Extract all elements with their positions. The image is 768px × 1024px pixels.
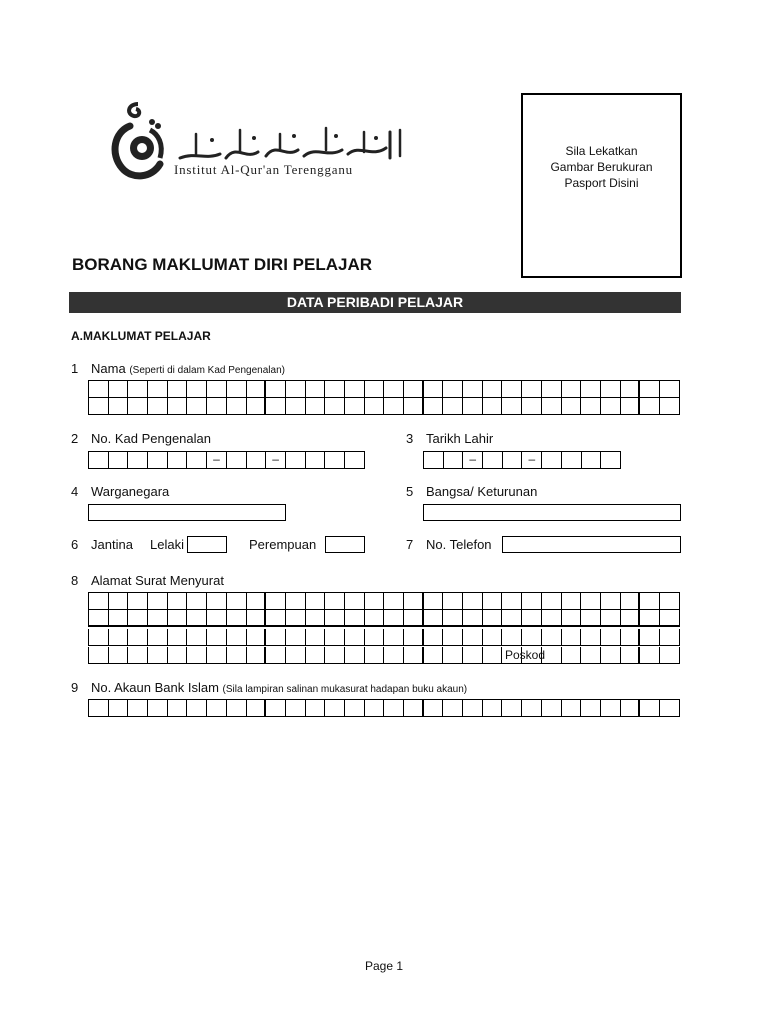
grid-cell[interactable] bbox=[345, 381, 365, 398]
grid-cell[interactable] bbox=[640, 647, 660, 664]
grid-cell[interactable] bbox=[128, 398, 148, 415]
grid-cell[interactable] bbox=[522, 629, 542, 646]
grid-cell[interactable] bbox=[109, 610, 129, 627]
ic-number-grid[interactable] bbox=[88, 451, 365, 469]
grid-cell[interactable] bbox=[345, 647, 365, 664]
grid-cell[interactable] bbox=[365, 593, 385, 610]
grid-cell[interactable] bbox=[621, 610, 641, 627]
grid-cell[interactable] bbox=[621, 593, 641, 610]
grid-cell[interactable] bbox=[443, 629, 463, 646]
birth-date-label: Tarikh Lahir bbox=[426, 431, 494, 446]
gender-female-label: Perempuan bbox=[249, 537, 317, 552]
grid-cell[interactable] bbox=[384, 381, 404, 398]
grid-cell[interactable] bbox=[502, 610, 522, 627]
grid-cell[interactable] bbox=[168, 647, 188, 664]
grid-cell[interactable] bbox=[463, 381, 483, 398]
grid-cell[interactable] bbox=[581, 700, 601, 717]
grid-cell[interactable] bbox=[483, 398, 503, 415]
separator-dash: – bbox=[469, 452, 477, 466]
grid-cell[interactable] bbox=[502, 629, 522, 646]
grid-cell[interactable] bbox=[562, 647, 582, 664]
nationality-label: Warganegara bbox=[91, 484, 170, 499]
field-number: 8 bbox=[71, 573, 79, 588]
address-grid-row-4[interactable] bbox=[88, 647, 680, 664]
grid-cell[interactable] bbox=[109, 700, 129, 717]
grid-cell[interactable] bbox=[247, 629, 267, 646]
grid-cell[interactable] bbox=[483, 647, 503, 664]
photo-instruction-line: Pasport Disini bbox=[564, 175, 639, 190]
grid-cell[interactable] bbox=[207, 647, 227, 664]
grid-cell[interactable] bbox=[286, 398, 306, 415]
grid-cell[interactable] bbox=[404, 593, 424, 610]
grid-cell[interactable] bbox=[660, 610, 680, 627]
grid-cell[interactable] bbox=[424, 398, 444, 415]
separator-dash: – bbox=[528, 452, 536, 466]
grid-cell[interactable] bbox=[247, 398, 267, 415]
grid-cell[interactable] bbox=[266, 610, 286, 627]
grid-cell[interactable] bbox=[89, 593, 109, 610]
bank-account-grid[interactable] bbox=[88, 699, 680, 717]
grid-cell[interactable] bbox=[286, 629, 306, 646]
grid-cell[interactable] bbox=[502, 381, 522, 398]
grid-cell[interactable] bbox=[266, 629, 286, 646]
grid-cell[interactable] bbox=[207, 398, 227, 415]
grid-cell[interactable] bbox=[89, 398, 109, 415]
field-number: 4 bbox=[71, 484, 79, 499]
grid-cell[interactable] bbox=[89, 381, 109, 398]
birth-date-grid[interactable] bbox=[423, 451, 621, 469]
grid-cell[interactable] bbox=[207, 629, 227, 646]
bank-account-label bbox=[91, 680, 467, 695]
grid-cell[interactable] bbox=[601, 381, 621, 398]
grid-cell[interactable] bbox=[621, 647, 641, 664]
grid-cell[interactable] bbox=[562, 629, 582, 646]
grid-cell[interactable] bbox=[640, 610, 660, 627]
grid-cell[interactable] bbox=[247, 381, 267, 398]
grid-cell[interactable] bbox=[247, 610, 267, 627]
grid-cell[interactable] bbox=[207, 700, 227, 717]
grid-cell[interactable] bbox=[601, 398, 621, 415]
grid-cell[interactable] bbox=[306, 452, 326, 469]
grid-cell[interactable] bbox=[660, 647, 680, 664]
grid-cell[interactable] bbox=[384, 700, 404, 717]
grid-cell[interactable] bbox=[365, 647, 385, 664]
ethnicity-label: Bangsa/ Keturunan bbox=[426, 484, 538, 499]
grid-cell[interactable] bbox=[463, 398, 483, 415]
grid-cell[interactable] bbox=[187, 647, 207, 664]
grid-cell[interactable] bbox=[89, 452, 109, 469]
field-number: 9 bbox=[71, 680, 79, 695]
grid-cell[interactable] bbox=[562, 381, 582, 398]
grid-cell[interactable] bbox=[542, 398, 562, 415]
grid-cell[interactable] bbox=[404, 381, 424, 398]
grid-cell[interactable] bbox=[660, 629, 680, 646]
grid-cell[interactable] bbox=[128, 629, 148, 646]
grid-cell[interactable] bbox=[542, 381, 562, 398]
name-grid-row-1[interactable] bbox=[88, 380, 680, 398]
grid-cell[interactable] bbox=[306, 629, 326, 646]
grid-cell[interactable] bbox=[325, 700, 345, 717]
grid-cell[interactable] bbox=[522, 398, 542, 415]
grid-cell[interactable] bbox=[562, 593, 582, 610]
grid-cell[interactable] bbox=[365, 700, 385, 717]
grid-cell[interactable] bbox=[404, 647, 424, 664]
grid-cell[interactable] bbox=[247, 700, 267, 717]
grid-cell[interactable] bbox=[384, 629, 404, 646]
grid-cell[interactable] bbox=[109, 452, 129, 469]
grid-cell[interactable] bbox=[187, 610, 207, 627]
grid-cell[interactable] bbox=[562, 398, 582, 415]
grid-cell[interactable] bbox=[148, 593, 168, 610]
grid-cell[interactable] bbox=[640, 398, 660, 415]
grid-cell[interactable] bbox=[187, 398, 207, 415]
nationality-input[interactable] bbox=[88, 504, 286, 521]
grid-cell[interactable] bbox=[601, 593, 621, 610]
separator-dash: – bbox=[213, 452, 220, 466]
grid-cell[interactable] bbox=[345, 593, 365, 610]
grid-cell[interactable] bbox=[463, 629, 483, 646]
phone-label: No. Telefon bbox=[426, 537, 492, 552]
grid-cell[interactable] bbox=[345, 398, 365, 415]
grid-cell[interactable] bbox=[404, 610, 424, 627]
grid-cell[interactable] bbox=[443, 647, 463, 664]
field-number: 2 bbox=[71, 431, 79, 446]
field-number: 6 bbox=[71, 537, 79, 552]
grid-cell[interactable] bbox=[325, 647, 345, 664]
bank-account-label-text: No. Akaun Bank Islam bbox=[91, 680, 219, 695]
grid-cell[interactable] bbox=[621, 629, 641, 646]
grid-cell[interactable] bbox=[306, 700, 326, 717]
ic-number-label: No. Kad Pengenalan bbox=[91, 431, 211, 446]
grid-cell[interactable] bbox=[148, 610, 168, 627]
grid-cell[interactable] bbox=[227, 593, 247, 610]
grid-cell[interactable] bbox=[266, 398, 286, 415]
grid-cell[interactable] bbox=[286, 452, 306, 469]
grid-cell[interactable] bbox=[502, 398, 522, 415]
grid-cell[interactable] bbox=[404, 700, 424, 717]
field-number: 1 bbox=[71, 361, 79, 376]
grid-cell[interactable] bbox=[325, 398, 345, 415]
name-label-text: Nama bbox=[91, 361, 126, 376]
grid-cell[interactable] bbox=[542, 452, 562, 469]
grid-cell[interactable] bbox=[640, 629, 660, 646]
grid-cell[interactable] bbox=[128, 452, 148, 469]
name-note: (Seperti di dalam Kad Pengenalan) bbox=[129, 365, 285, 376]
bank-account-note: (Sila lampiran salinan mukasurat hadapan buku akaun) bbox=[222, 684, 468, 695]
name-label bbox=[91, 361, 285, 376]
photo-instruction-line: Sila Lekatkan bbox=[565, 143, 638, 158]
grid-cell[interactable] bbox=[148, 629, 168, 646]
grid-cell[interactable] bbox=[345, 629, 365, 646]
grid-cell[interactable] bbox=[582, 452, 602, 469]
grid-cell[interactable] bbox=[542, 629, 562, 646]
grid-cell[interactable] bbox=[660, 700, 680, 717]
phone-input[interactable] bbox=[502, 536, 681, 553]
grid-cell bbox=[207, 452, 227, 469]
grid-cell bbox=[266, 452, 286, 469]
grid-cell[interactable] bbox=[503, 452, 523, 469]
grid-cell[interactable] bbox=[463, 610, 483, 627]
grid-cell[interactable] bbox=[542, 610, 562, 627]
grid-cell[interactable] bbox=[306, 610, 326, 627]
grid-cell[interactable] bbox=[640, 381, 660, 398]
grid-cell bbox=[522, 452, 542, 469]
grid-cell[interactable] bbox=[345, 610, 365, 627]
grid-cell[interactable] bbox=[483, 629, 503, 646]
grid-cell[interactable] bbox=[424, 452, 444, 469]
grid-cell[interactable] bbox=[483, 452, 503, 469]
grid-cell[interactable] bbox=[562, 610, 582, 627]
grid-cell[interactable] bbox=[168, 452, 188, 469]
grid-cell[interactable] bbox=[207, 610, 227, 627]
grid-cell[interactable] bbox=[443, 700, 463, 717]
grid-cell[interactable] bbox=[109, 398, 129, 415]
grid-cell[interactable] bbox=[168, 398, 188, 415]
grid-cell[interactable] bbox=[522, 381, 542, 398]
grid-cell[interactable] bbox=[207, 593, 227, 610]
grid-cell[interactable] bbox=[601, 629, 621, 646]
field-number: 3 bbox=[406, 431, 414, 446]
grid-cell[interactable] bbox=[227, 700, 247, 717]
grid-cell[interactable] bbox=[463, 700, 483, 717]
grid-cell[interactable] bbox=[148, 398, 168, 415]
grid-cell[interactable] bbox=[187, 593, 207, 610]
grid-cell[interactable] bbox=[227, 647, 247, 664]
grid-cell[interactable] bbox=[660, 381, 680, 398]
grid-cell[interactable] bbox=[168, 381, 188, 398]
grid-cell[interactable] bbox=[325, 452, 345, 469]
grid-cell[interactable] bbox=[365, 381, 385, 398]
grid-cell[interactable] bbox=[109, 381, 129, 398]
address-grid-row-1[interactable] bbox=[88, 592, 680, 610]
grid-cell[interactable] bbox=[286, 700, 306, 717]
grid-cell[interactable] bbox=[266, 647, 286, 664]
institution-logo-mark bbox=[108, 100, 170, 184]
grid-cell[interactable] bbox=[404, 629, 424, 646]
grid-cell[interactable] bbox=[345, 452, 365, 469]
grid-cell[interactable] bbox=[660, 593, 680, 610]
grid-cell[interactable] bbox=[463, 647, 483, 664]
grid-cell[interactable] bbox=[502, 593, 522, 610]
grid-cell[interactable] bbox=[266, 381, 286, 398]
grid-cell[interactable] bbox=[365, 610, 385, 627]
grid-cell[interactable] bbox=[325, 610, 345, 627]
grid-cell[interactable] bbox=[581, 610, 601, 627]
grid-cell[interactable] bbox=[128, 647, 148, 664]
grid-cell[interactable] bbox=[286, 647, 306, 664]
grid-cell[interactable] bbox=[562, 700, 582, 717]
passport-photo-box bbox=[521, 93, 682, 278]
grid-cell[interactable] bbox=[424, 647, 444, 664]
grid-cell[interactable] bbox=[187, 452, 207, 469]
grid-cell[interactable] bbox=[424, 700, 444, 717]
grid-cell[interactable] bbox=[325, 629, 345, 646]
address-grid-row-3[interactable] bbox=[88, 629, 680, 646]
grid-cell[interactable] bbox=[581, 647, 601, 664]
address-grid-row-2[interactable] bbox=[88, 610, 680, 627]
name-grid-row-2[interactable] bbox=[88, 398, 680, 415]
institution-name: Institut Al-Qur'an Terengganu bbox=[174, 162, 353, 177]
grid-cell[interactable] bbox=[483, 593, 503, 610]
grid-cell[interactable] bbox=[168, 593, 188, 610]
grid-cell[interactable] bbox=[424, 629, 444, 646]
grid-cell[interactable] bbox=[168, 700, 188, 717]
grid-cell[interactable] bbox=[621, 381, 641, 398]
grid-cell[interactable] bbox=[148, 452, 168, 469]
grid-cell[interactable] bbox=[227, 610, 247, 627]
grid-cell[interactable] bbox=[483, 381, 503, 398]
grid-cell[interactable] bbox=[247, 647, 267, 664]
grid-cell[interactable] bbox=[207, 381, 227, 398]
grid-cell[interactable] bbox=[306, 647, 326, 664]
grid-cell[interactable] bbox=[444, 452, 464, 469]
grid-cell[interactable] bbox=[247, 593, 267, 610]
grid-cell[interactable] bbox=[306, 398, 326, 415]
grid-cell[interactable] bbox=[168, 629, 188, 646]
grid-cell[interactable] bbox=[522, 593, 542, 610]
grid-cell[interactable] bbox=[424, 381, 444, 398]
grid-cell[interactable] bbox=[542, 700, 562, 717]
grid-cell[interactable] bbox=[522, 610, 542, 627]
grid-cell[interactable] bbox=[601, 610, 621, 627]
grid-cell[interactable] bbox=[443, 398, 463, 415]
grid-cell[interactable] bbox=[148, 647, 168, 664]
form-title: BORANG MAKLUMAT DIRI PELAJAR bbox=[72, 255, 373, 274]
grid-cell[interactable] bbox=[581, 629, 601, 646]
grid-cell[interactable] bbox=[345, 700, 365, 717]
grid-cell[interactable] bbox=[443, 381, 463, 398]
grid-cell[interactable] bbox=[443, 593, 463, 610]
grid-cell[interactable] bbox=[227, 381, 247, 398]
grid-cell[interactable] bbox=[89, 647, 109, 664]
grid-cell[interactable] bbox=[227, 398, 247, 415]
grid-cell[interactable] bbox=[187, 629, 207, 646]
separator-dash: – bbox=[272, 452, 279, 466]
grid-cell[interactable] bbox=[384, 398, 404, 415]
grid-cell[interactable] bbox=[581, 381, 601, 398]
photo-instruction bbox=[550, 143, 652, 191]
grid-cell[interactable] bbox=[109, 647, 129, 664]
grid-cell[interactable] bbox=[384, 647, 404, 664]
grid-cell[interactable] bbox=[266, 593, 286, 610]
grid-cell[interactable] bbox=[286, 610, 306, 627]
grid-cell[interactable] bbox=[483, 610, 503, 627]
grid-cell[interactable] bbox=[522, 700, 542, 717]
grid-cell[interactable] bbox=[187, 700, 207, 717]
grid-cell bbox=[463, 452, 483, 469]
grid-cell[interactable] bbox=[128, 381, 148, 398]
gender-label: Jantina bbox=[91, 537, 133, 552]
grid-cell[interactable] bbox=[601, 700, 621, 717]
grid-cell[interactable] bbox=[148, 381, 168, 398]
grid-cell[interactable] bbox=[640, 700, 660, 717]
grid-cell[interactable] bbox=[306, 593, 326, 610]
photo-instruction-line: Gambar Berukuran bbox=[550, 159, 653, 174]
grid-cell[interactable] bbox=[640, 593, 660, 610]
grid-cell[interactable] bbox=[562, 452, 582, 469]
grid-cell[interactable] bbox=[286, 593, 306, 610]
grid-cell[interactable] bbox=[581, 398, 601, 415]
grid-cell[interactable] bbox=[109, 629, 129, 646]
grid-cell[interactable] bbox=[227, 452, 247, 469]
grid-cell[interactable] bbox=[542, 593, 562, 610]
grid-cell[interactable] bbox=[128, 700, 148, 717]
section-title-bar: DATA PERIBADI PELAJAR bbox=[69, 292, 681, 313]
ethnicity-input[interactable] bbox=[423, 504, 681, 521]
grid-cell[interactable] bbox=[306, 381, 326, 398]
grid-cell[interactable] bbox=[483, 700, 503, 717]
grid-cell[interactable] bbox=[463, 593, 483, 610]
grid-cell[interactable] bbox=[443, 610, 463, 627]
grid-cell[interactable] bbox=[187, 381, 207, 398]
grid-cell[interactable] bbox=[325, 381, 345, 398]
gender-male-checkbox[interactable] bbox=[187, 536, 227, 553]
grid-cell[interactable] bbox=[148, 700, 168, 717]
subsection-title: A.MAKLUMAT PELAJAR bbox=[71, 329, 211, 343]
grid-cell[interactable] bbox=[581, 593, 601, 610]
grid-cell[interactable] bbox=[365, 398, 385, 415]
grid-cell[interactable] bbox=[128, 593, 148, 610]
field-number: 5 bbox=[406, 484, 414, 499]
grid-cell[interactable] bbox=[89, 700, 109, 717]
grid-cell[interactable] bbox=[601, 647, 621, 664]
grid-cell[interactable] bbox=[502, 700, 522, 717]
grid-cell[interactable] bbox=[89, 610, 109, 627]
grid-cell[interactable] bbox=[660, 398, 680, 415]
field-number: 7 bbox=[406, 537, 414, 552]
grid-cell[interactable] bbox=[365, 629, 385, 646]
grid-cell[interactable] bbox=[404, 398, 424, 415]
postcode-label: Poskod bbox=[505, 648, 546, 662]
address-label: Alamat Surat Menyurat bbox=[91, 573, 224, 588]
page-number: Page 1 bbox=[364, 959, 404, 973]
grid-cell[interactable] bbox=[325, 593, 345, 610]
grid-cell[interactable] bbox=[384, 610, 404, 627]
grid-cell[interactable] bbox=[621, 398, 641, 415]
grid-cell[interactable] bbox=[424, 593, 444, 610]
grid-cell[interactable] bbox=[247, 452, 267, 469]
gender-female-checkbox[interactable] bbox=[325, 536, 365, 553]
grid-cell[interactable] bbox=[424, 610, 444, 627]
grid-cell[interactable] bbox=[109, 593, 129, 610]
grid-cell[interactable] bbox=[89, 629, 109, 646]
grid-cell[interactable] bbox=[168, 610, 188, 627]
grid-cell[interactable] bbox=[286, 381, 306, 398]
grid-cell[interactable] bbox=[384, 593, 404, 610]
grid-cell[interactable] bbox=[266, 700, 286, 717]
grid-cell[interactable] bbox=[128, 610, 148, 627]
grid-cell[interactable] bbox=[227, 629, 247, 646]
grid-cell[interactable] bbox=[621, 700, 641, 717]
grid-cell[interactable] bbox=[601, 452, 621, 469]
gender-male-label: Lelaki bbox=[150, 537, 184, 552]
